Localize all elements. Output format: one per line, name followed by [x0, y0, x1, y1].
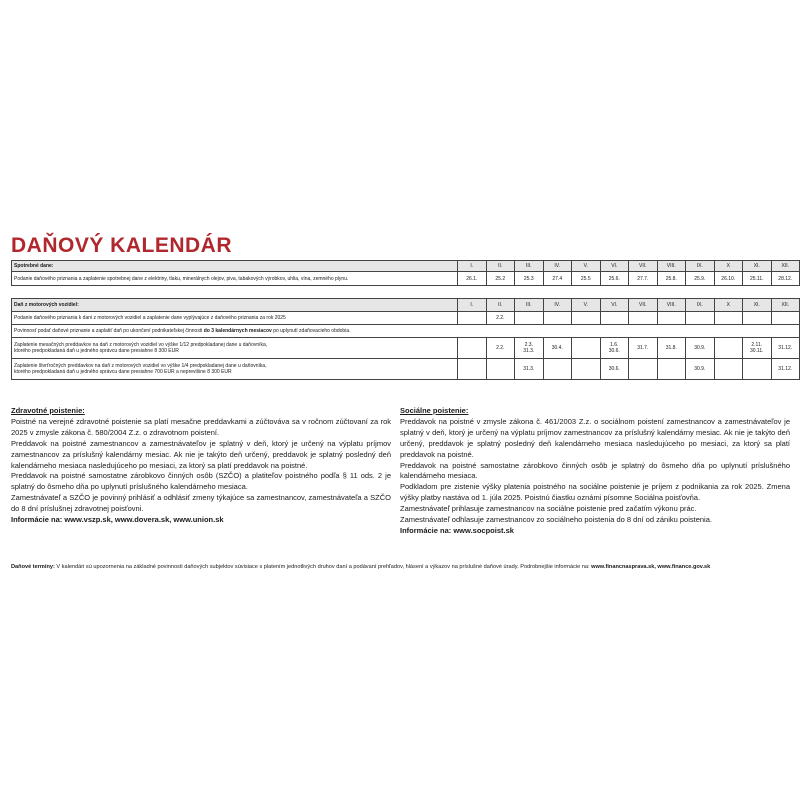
date-cell: [543, 359, 572, 380]
month-header: II.: [486, 261, 515, 272]
date-cell: 27.4: [543, 272, 572, 286]
social-paragraph: Zamestnávateľ prihlasuje zamestnancov na sociálne poistenie pred začatím výkonu prác.: [400, 504, 697, 514]
date-cell: [657, 312, 686, 325]
month-header: XII.: [771, 299, 800, 312]
date-cell: [572, 359, 601, 380]
month-header: VI.: [600, 299, 629, 312]
date-cell: [657, 359, 686, 380]
date-cell: [714, 359, 743, 380]
date-cell: [743, 359, 772, 380]
health-paragraph: Zamestnávateľ a SZČO je povinný prihlásiť a odhlásiť zmeny týkajúce sa zamestnancov, zamestnávateľa a SZČO do 8 dní príslušnej zdravotnej poisťovni.: [11, 493, 391, 514]
month-header: XII.: [771, 261, 800, 272]
date-cell: [686, 338, 715, 359]
date-value: 2.11.: [751, 342, 763, 348]
date-cell: 25.8.: [657, 272, 686, 286]
motor-note-bold: do 3 kalendárnych mesiacov: [203, 328, 272, 334]
motor-quarterly-label-line2: ktorého predpokladaná daň u jedného správcu dane presiahne 700 EUR a neprevišine 8 300 EUR: [14, 369, 232, 375]
month-header: VII.: [629, 261, 658, 272]
date-cell: 25.5: [572, 272, 601, 286]
month-header: X: [714, 261, 743, 272]
month-header: III.: [515, 299, 544, 312]
social-info-links[interactable]: Informácie na: www.socpoist.sk: [400, 525, 514, 535]
date-cell: 25.3: [515, 272, 544, 286]
date-cell: 31.12.: [771, 359, 800, 380]
excise-tax-table: [11, 260, 800, 286]
date-cell: [771, 338, 800, 359]
date-cell: [543, 338, 572, 359]
date-cell: 27.7.: [629, 272, 658, 286]
date-value: 30.9.: [694, 345, 706, 351]
month-header: VIII.: [657, 261, 686, 272]
motor-monthly-label-line1: Zaplatenie mesačných preddavkov na daň z motorových vozidiel vo výške 1/12 predpokladanej dane u daňovníka,: [14, 342, 268, 348]
motor-monthly-label-line2: ktorého predpokladaná daň u jedného správcu dane presiahne 8 300 EUR: [14, 348, 179, 354]
month-header: VIII.: [657, 299, 686, 312]
date-cell: 25.2: [486, 272, 515, 286]
date-cell: [686, 312, 715, 325]
motor-quarterly-label-line1: Zaplatenie štvrťročných preddavkov na daň z motorových vozidiel vo výške 1/4 predpokladanej dane u daňovníka,: [14, 363, 267, 369]
date-cell: [600, 312, 629, 325]
date-value: 1.6.: [610, 342, 619, 348]
table-row: [12, 338, 800, 359]
month-header: IV.: [543, 299, 572, 312]
date-cell: 2.2.: [486, 312, 515, 325]
motor-note: [12, 325, 800, 338]
motor-header-label: Daň z motorových vozidiel:: [12, 299, 458, 312]
date-cell: 25.11.: [743, 272, 772, 286]
table-row: [12, 359, 800, 380]
health-paragraph: Preddavok na poistné samostatne zárobkovo činných osôb (SZČO) a platiteľov poistného podľa § 11 ods. 2 je splatný do ôsmeho dňa po uplynutí príslušného kalendárneho mesiaca.: [11, 471, 391, 492]
health-insurance-section: [11, 406, 391, 526]
date-value: 31.3.: [523, 348, 535, 354]
social-paragraph: Zamestnávateľ odhlasuje zamestnancov zo sociálneho poistenia do 8 dní od zániku poistenia.: [400, 515, 712, 525]
excise-header-label: Spotrebné dane:: [12, 261, 458, 272]
month-header: I.: [458, 261, 487, 272]
social-paragraph: Podkladom pre zistenie výšky platenia poistného na sociálne poistenie je príjem z podnikania za rok 2025. Zmena výšky platby nastáva od 1. júla 2025. Poistnú čiastku oznámi písomne Sociálna poisťovňa.: [400, 482, 790, 503]
month-header: VII.: [629, 299, 658, 312]
date-cell: [743, 338, 772, 359]
table-row: [12, 312, 800, 325]
date-cell: [486, 338, 515, 359]
footer-note: [11, 564, 791, 570]
date-cell: 25.9.: [686, 272, 715, 286]
date-cell: [515, 312, 544, 325]
social-paragraph: Preddavok na poistné samostatne zárobkovo činných osôb je splatný do ôsmeho dňa po uplynutí príslušného kalendárneho mesiaca.: [400, 460, 790, 481]
health-paragraph: Preddavok na poistné zamestnancov a zamestnávateľov je splatný v deň, ktorý je určený na výplatu príjmov zamestnancov za príslušný kalendárny mesiac. Ak nie je takýto deň určený, preddavok je splatný posledný deň kalendárneho mesiaca nasledujúceho po mesiaci, za ktorý sa platí preddavok na poistné.: [11, 438, 391, 470]
date-cell: 31.3.: [515, 359, 544, 380]
date-cell: [629, 312, 658, 325]
motor-quarterly-label: [12, 359, 458, 380]
page-title: DAŇOVÝ KALENDÁR: [11, 234, 233, 257]
motor-header-row: [12, 299, 800, 312]
footer-label: Daňové termíny:: [11, 564, 55, 570]
month-header: VI.: [600, 261, 629, 272]
health-info-links[interactable]: Informácie na: www.vszp.sk, www.dovera.sk, www.union.sk: [11, 515, 224, 525]
date-cell: [743, 312, 772, 325]
date-cell: 30.9.: [686, 359, 715, 380]
date-cell: 28.12.: [771, 272, 800, 286]
month-header: X: [714, 299, 743, 312]
date-value: 31.12.: [778, 345, 793, 351]
social-heading: Sociálne poistenie:: [400, 406, 469, 415]
motor-note-before: Povinnosť podať daňové priznanie a zaplatiť daň po ukončení podnikateľskej činnosti: [14, 328, 204, 334]
health-heading: Zdravotné poistenie:: [11, 406, 85, 415]
date-cell: 30.6.: [600, 359, 629, 380]
health-paragraph: Poistné na verejné zdravotné poistenie sa platí mesačne preddavkami a zúčtováva sa v ročnom zúčtovaní za rok 2025 v zmysle zákona č. 580/2004 Z.z. o zdravotnom poistení.: [11, 416, 391, 437]
social-paragraph: Preddavok na poistné v zmysle zákona č. 461/2003 Z.z. o sociálnom poistení zamestnancov a zamestnávateľov je splatný v deň, ktorý je určený na výplatu príjmov zamestnancov za príslušný kalendárny mesiac. Ak nie je takýto deň určený, preddavok je splatný posledný deň kalendárneho mesiaca nasledujúceho po mesiaci, za ktorý sa platí preddavok na poistné.: [400, 416, 790, 459]
month-header: XI.: [743, 299, 772, 312]
date-cell: 26.10.: [714, 272, 743, 286]
date-cell: [543, 312, 572, 325]
date-cell: [629, 359, 658, 380]
date-value: 31.8.: [665, 345, 677, 351]
month-header: V.: [572, 261, 601, 272]
date-cell: 26.1.: [458, 272, 487, 286]
motor-note-row: [12, 325, 800, 338]
date-value: 31.7.: [637, 345, 649, 351]
date-cell: [486, 359, 515, 380]
motor-note-after: po uplynutí zdaňovacieho obdobia.: [271, 328, 351, 334]
date-cell: 25.6.: [600, 272, 629, 286]
date-cell: [657, 338, 686, 359]
excise-header-row: [12, 261, 800, 272]
social-insurance-section: [400, 406, 790, 537]
month-header: II.: [486, 299, 515, 312]
footer-links[interactable]: www.financnasprava.sk, www.finance.gov.sk: [591, 564, 711, 570]
month-header: IX.: [686, 261, 715, 272]
date-value: 2.3.: [524, 342, 533, 348]
month-header: I.: [458, 299, 487, 312]
date-value: 30.4.: [551, 345, 563, 351]
month-header: V.: [572, 299, 601, 312]
motor-row-label: Podanie daňového priznania k dani z motorových vozidiel a zaplatenie dane vyplývajúce z daňového priznania za rok 2025: [12, 312, 458, 325]
date-value: 30.6.: [608, 348, 620, 354]
date-value: 30.11.: [749, 348, 764, 354]
date-cell: [458, 338, 487, 359]
date-cell: [572, 312, 601, 325]
month-header: IV.: [543, 261, 572, 272]
date-cell: [771, 312, 800, 325]
date-cell: [458, 312, 487, 325]
date-value: 2.2.: [496, 345, 505, 351]
date-cell: [515, 338, 544, 359]
date-cell: [714, 312, 743, 325]
date-cell: [572, 338, 601, 359]
excise-row-label: Podanie daňového priznania a zaplatenie spotrebnej dane z elektriny, tlaku, minerálnych olejov, piva, tabakových výrobkov, uhlia, vína, zemného plynu.: [12, 272, 458, 286]
table-row: [12, 272, 800, 286]
month-header: III.: [515, 261, 544, 272]
month-header: XI.: [743, 261, 772, 272]
date-cell: [714, 338, 743, 359]
motor-vehicle-tax-table: [11, 298, 800, 380]
date-cell: [629, 338, 658, 359]
date-cell: [458, 359, 487, 380]
footer-text: V kalendári sú upozornenia na základné povinnosti daňových subjektov súvisiace s platením jednotlivých druhov daní a podávaní prehľadov, hlásení a výkazov na príslušné daňové úrady. Podrobnejšie informácie na:: [54, 564, 592, 570]
motor-monthly-label: [12, 338, 458, 359]
date-cell: [600, 338, 629, 359]
month-header: IX.: [686, 299, 715, 312]
